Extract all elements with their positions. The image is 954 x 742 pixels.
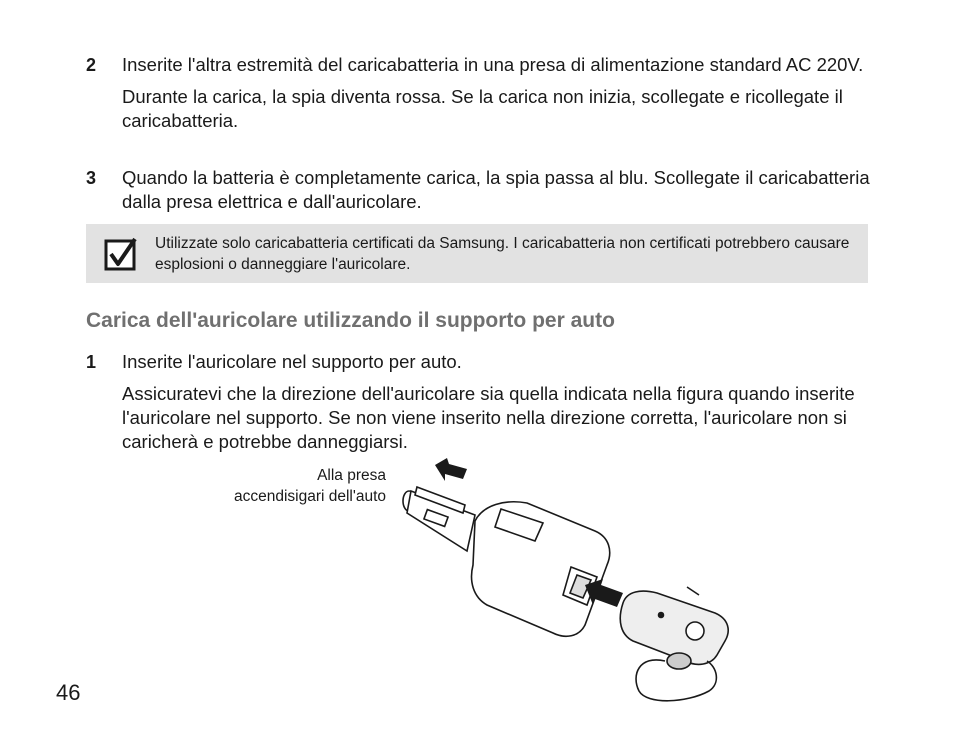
step-2 [86, 53, 876, 141]
step-paragraph: Durante la carica, la spia diventa rossa. Se la carica non inizia, scollegate e ricollegate il caricabatteria. [122, 86, 843, 131]
section-heading: Carica dell'auricolare utilizzando il supporto per auto [86, 309, 615, 332]
arrow-left-icon [435, 458, 467, 481]
step-paragraph: Inserite l'auricolare nel supporto per auto. [122, 351, 462, 372]
caption-line: accendisigari dell'auto [233, 488, 386, 505]
step-1 [86, 350, 876, 462]
figure-caption [234, 465, 386, 507]
note-text: Utilizzate solo caricabatteria certificati da Samsung. I caricabatteria non certificati potrebbero causare esplosioni o danneggiare l'auricolare. [155, 235, 850, 273]
step-paragraph: Quando la batteria è completamente carica, la spia passa al blu. Scollegate il caricabatteria dalla presa elettrica e dall'auricolare. [122, 167, 870, 212]
checkbox-check-icon [104, 237, 138, 271]
car-charger [403, 487, 610, 636]
note-box [86, 224, 868, 283]
step-3 [86, 166, 876, 222]
step-paragraph: Assicuratevi che la direzione dell'auricolare sia quella indicata nella figura quando inserite l'auricolare nel supporto. Se non viene inserito nella direzione corretta, l'auricolare non si caricherà e potrebbe danneggiarsi. [122, 383, 855, 452]
car-charger-illustration [395, 455, 735, 707]
page-number: 46 [56, 680, 81, 705]
caption-line: Alla presa [317, 467, 386, 484]
step-number: 2 [86, 55, 97, 75]
step-paragraph: Inserite l'altra estremità del caricabatteria in una presa di alimentazione standard AC 220V. [122, 54, 864, 75]
bluetooth-headset [620, 587, 728, 701]
step-number: 3 [86, 168, 97, 188]
step-number: 1 [86, 352, 97, 372]
